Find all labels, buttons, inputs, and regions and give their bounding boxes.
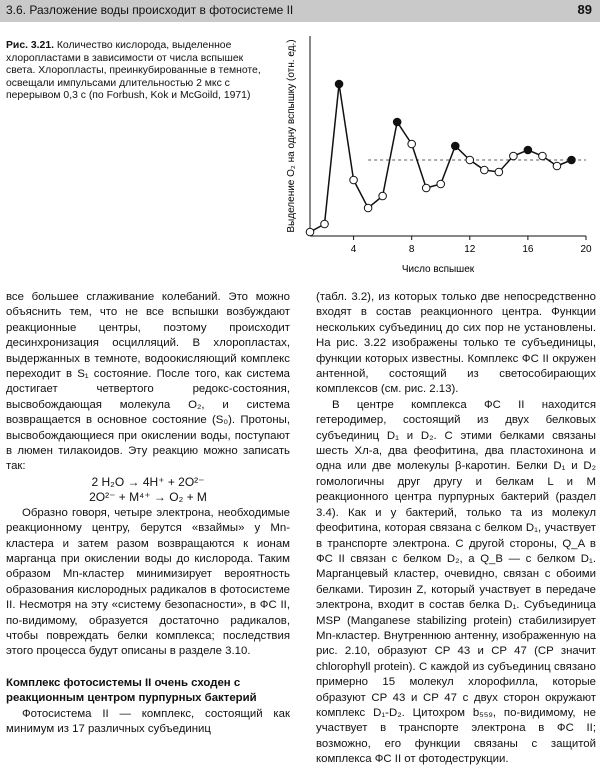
y-axis-label: Выделение O₂ на одну вспышку (отн. ед.)	[286, 39, 297, 233]
equation-1: 2 H₂O → 4H⁺ + 2O²⁻	[91, 474, 205, 489]
figure-label: Рис. 3.21.	[6, 40, 54, 51]
data-point	[553, 162, 561, 170]
data-point	[364, 204, 372, 212]
data-point	[437, 180, 445, 188]
x-tick-label: 16	[522, 244, 534, 255]
left-column	[6, 290, 290, 737]
paragraph: Образно говоря, четыре электрона, необходимые реакционному центру, берутся «взаймы» у Mn-кластера и затем разом возвращаются к ионам марганца при окислении воды до кислорода. Таким образом Mn-кластер минимизирует вероятность образования кислородных радикалов в фотосистеме II. Несмотря на эту «систему безопасности», в ФС II, по-видимому, образуется достаточно радикалов, чтобы повреждать белки комплекса; последствия этого процесса будут описаны в разделе 3.10.	[6, 506, 290, 658]
x-tick-label: 12	[464, 244, 476, 255]
data-point	[524, 146, 532, 154]
data-point	[539, 152, 547, 160]
data-point	[495, 168, 503, 176]
paragraph: все большее сглаживание колебаний. Это можно объяснить тем, что не все вспышки возбуждают реакционные центры, поэтому происходит десинхронизация осцилляций. В хлоропластах, выдержанных в темноте, водоокисляющий комплекс переходит в S₁ состояние. После того, как система достигает четвертого редокс-состояния, высвобождающая молекула O₂, и система возвращается в основное состояние (S₀). Протоны, высвобождающиеся при окислении воды, поступают в люмен тилакоидов. Эту реакцию можно записать так:	[6, 291, 290, 473]
data-point	[466, 156, 474, 164]
x-tick-label: 8	[408, 244, 415, 255]
oxygen-yield-line	[310, 84, 571, 232]
x-ticks	[351, 236, 592, 255]
x-tick-label: 20	[580, 244, 592, 255]
x-axis-label: Число вспышек	[401, 264, 475, 275]
equation-2: 2O²⁻ + M⁴⁺ → O₂ + M	[89, 490, 207, 505]
data-point	[335, 80, 343, 88]
right-column	[316, 290, 596, 768]
data-point	[481, 166, 489, 174]
x-tick-label: 4	[350, 244, 357, 255]
data-point	[350, 176, 358, 184]
paragraph: В центре комплекса ФС II находится гетеродимер, состоящий из двух белковых субъединиц D₁ и D₂. С этими белками связаны шесть Хл-a, два феофитина, два пластохинона и одна или две молекулы β-каротин. Белки D₁ и D₂ гомологичны друг другу и белкам L и M реакционного центра пурпурных бактерий (раздел 3.4). Как и у бактерий, только та из молекул феофитина, которая связана с белком D₁, участвует в транспорте электрона. С другой стороны, Q_A в ФС II связан с белком D₂, а Q_B — с белком D₁. Марганцевый кластер, очевидно, связан с обоими белками. Тирозин Z, который участвует в передаче электрона, входит в состав белка D₁. Субъединица MSP (Manganese stabilizing protein) стабилизирует Mn-кластер. Внутреннюю антенну, изображенную на рис. 2.10, образуют CP 43 и CP 47 (CP значит chlorophyll protein). С каждой из субъединиц связано примерно 15 молекул хлорофилла, которые образуют CP 43 и CP 47 с двух сторон окружают комплекс D₁-D₂. Цитохром b₅₅₉, по-видимому, не участвует в транспорте электрона в ФС II; возможно, его функции связаны с защитой комплекса ФС II от фотодеструкции.	[316, 398, 596, 766]
data-point	[422, 184, 430, 192]
oxygen-flash-chart	[284, 28, 596, 280]
section-subheading: Комплекс фотосистемы II очень сходен с реакционным центром пурпурных бактерий	[6, 676, 257, 705]
data-point	[306, 228, 314, 236]
figure-caption-text: Количество кислорода, выделенное хлоропластами в зависимости от числа вспышек света. Хлоропласты, преинкубированные в темноте, освещали импульсами длительностью 2 мкс с перерывом 0,3 с (по Forbush, Kok и McGoild, 1971)	[6, 40, 261, 102]
data-points	[306, 80, 575, 236]
data-point	[393, 118, 401, 126]
page-number: 89	[577, 2, 592, 17]
page-header	[0, 0, 600, 22]
figure-caption	[6, 40, 274, 103]
data-point	[451, 142, 459, 150]
paragraph: Фотосистема II — комплекс, состоящий как минимум из 17 различных субъединиц	[6, 707, 290, 735]
data-point	[321, 220, 329, 228]
data-point	[510, 152, 518, 160]
paragraph: (табл. 3.2), из которых только две непосредственно входят в состав реакционного центра. Функции нескольких субъединиц до сих пор не установлены. На рис. 3.22 изображены только те субъединицы, функции которых известны. Комплекс ФС II окружен антенной, состоящий из светособирающих комплексов (см. рис. 2.13).	[316, 291, 596, 396]
data-point	[408, 140, 416, 148]
data-point	[568, 156, 576, 164]
data-point	[379, 192, 387, 200]
section-title: 3.6. Разложение воды происходит в фотосистеме II	[6, 3, 294, 17]
